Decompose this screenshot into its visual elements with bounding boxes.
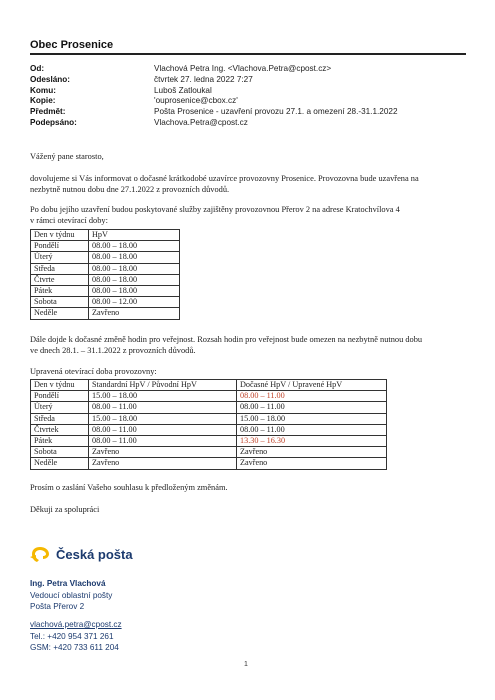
table-header: Den v týdnu: [31, 230, 89, 241]
header-value: 'ouprosenice@cbox.cz': [154, 96, 238, 106]
thanks-paragraph: [30, 505, 466, 516]
header-value: Vlachova.Petra@cpost.cz: [154, 117, 248, 127]
table-header: Dočasné HpV / Upravené HpV: [237, 380, 387, 391]
table-row: [31, 263, 180, 274]
table-cell: 08.00 – 18.00: [89, 263, 180, 274]
table-row: [31, 286, 180, 297]
email-link[interactable]: vlachová.petra@cpost.cz: [30, 620, 122, 629]
table-header-row: [31, 230, 180, 241]
table-cell: 08.00 – 11.00: [237, 402, 387, 413]
paragraph-line: ve dnech 28.1. – 31.1.2022 z provozních důvodů.: [30, 345, 196, 355]
table-cell: Úterý: [31, 402, 89, 413]
greeting: [30, 152, 466, 163]
table-cell: 08.00 – 18.00: [89, 241, 180, 252]
table-cell: 08.00 – 11.00: [89, 436, 237, 447]
table-cell: Pátek: [31, 286, 89, 297]
table-cell: Sobota: [31, 297, 89, 308]
request-paragraph: [30, 483, 466, 494]
table-cell: Zavřeno: [89, 308, 180, 319]
gsm-number: GSM: +420 733 611 204: [30, 643, 119, 653]
signature-block: [30, 578, 112, 613]
paragraph-hours-change: [30, 335, 466, 357]
table-cell: Neděle: [31, 308, 89, 319]
table-cell: Čtvrtek: [31, 424, 89, 435]
table-cell: 15.00 – 18.00: [237, 413, 387, 424]
table-row: [31, 252, 180, 263]
header-label: Předmět:: [30, 107, 66, 117]
header-cc: [30, 96, 398, 107]
table2-caption: [30, 367, 466, 378]
posthorn-icon: [30, 545, 52, 563]
table-cell: Pátek: [31, 436, 89, 447]
table-cell: 08.00 – 11.00: [237, 424, 387, 435]
email-header: [30, 64, 398, 129]
logo-text: Česká pošta: [56, 546, 133, 562]
table-cell: Zavřeno: [237, 458, 387, 469]
paragraph-line: nezbytně nutnou dobu dne 27.1.2022 z provozních důvodů.: [30, 184, 230, 194]
table-cell: 08.00 – 18.00: [89, 252, 180, 263]
paragraph-alternative: [30, 205, 466, 227]
greeting-text: Vážený pane starosto,: [30, 152, 104, 161]
table-row: [31, 424, 387, 435]
header-to: [30, 86, 398, 97]
table-cell-changed: 08.00 – 11.00: [237, 391, 387, 402]
table-row: [31, 241, 180, 252]
header-label: Podepsáno:: [30, 117, 77, 127]
table-row: [31, 447, 387, 458]
table-cell: Pondělí: [31, 391, 89, 402]
table-cell: 08.00 – 11.00: [89, 424, 237, 435]
table-cell: 15.00 – 18.00: [89, 391, 237, 402]
table-header: HpV: [89, 230, 180, 241]
table-cell: Pondělí: [31, 241, 89, 252]
table-cell: 08.00 – 18.00: [89, 286, 180, 297]
table-row: [31, 413, 387, 424]
header-sent: [30, 75, 398, 86]
thanks-text: Děkuji za spolupráci: [30, 505, 100, 514]
signatory-role: Vedoucí oblastní pošty: [30, 590, 113, 600]
header-label: Kopie:: [30, 96, 56, 106]
table-header: Den v týdnu: [31, 380, 89, 391]
header-value: Vlachová Petra Ing. <Vlachova.Petra@cpost.cz>: [154, 64, 332, 73]
header-signed: [30, 118, 398, 129]
signatory-office: Pošta Přerov 2: [30, 602, 85, 612]
table-cell: Zavřeno: [89, 458, 237, 469]
paragraph-line: Dále dojde k dočasné změně hodin pro veřejnost. Rozsah hodin pro veřejnost bude omezen na nezbytně nutnou dobu: [30, 335, 423, 344]
header-label: Komu:: [30, 85, 56, 95]
table-cell: 08.00 – 18.00: [89, 274, 180, 285]
signatory-name: Ing. Petra Vlachová: [30, 579, 106, 588]
contact-block: [30, 619, 122, 654]
opening-hours-table: [30, 229, 180, 320]
paragraph-line: Po dobu jejího uzavření budou poskytované služby zajištěny provozovnou Přerov 2 na adrese Kratochvílova 4: [30, 205, 400, 214]
table-cell: 08.00 – 12.00: [89, 297, 180, 308]
header-label: Od:: [30, 64, 45, 73]
table-row: [31, 274, 180, 285]
organization-title: Obec Prosenice: [30, 39, 466, 55]
table-row: [31, 458, 387, 469]
request-text: Prosím o zaslání Vašeho souhlasu k předloženým změnám.: [30, 483, 228, 492]
caption-text: Upravená otevírací doba provozovny:: [30, 367, 157, 376]
table-cell: 08.00 – 11.00: [89, 402, 237, 413]
table-cell: 15.00 – 18.00: [89, 413, 237, 424]
table-cell-changed: 13.30 – 16.30: [237, 436, 387, 447]
header-subject: [30, 107, 398, 118]
header-from: [30, 64, 398, 75]
table-row: [31, 391, 387, 402]
phone-number: Tel.: +420 954 371 261: [30, 631, 114, 641]
table-header: Standardní HpV / Původní HpV: [89, 380, 237, 391]
header-value: Pošta Prosenice - uzavření provozu 27.1. a omezení 28.-31.1.2022: [154, 107, 398, 117]
table-cell: Neděle: [31, 458, 89, 469]
page-number: 1: [244, 661, 248, 668]
table-row: [31, 402, 387, 413]
adjusted-hours-table: [30, 379, 387, 470]
table-cell: Čtvrte: [31, 274, 89, 285]
paragraph-line: dovolujeme si Vás informovat o dočasné krátkodobé uzavírce provozovny Prosenice. Provozovna bude uzavřena na: [30, 174, 419, 183]
header-value: Luboš Zatloukal: [154, 85, 212, 95]
ceska-posta-logo: [30, 545, 133, 563]
header-value: čtvrtek 27. ledna 2022 7:27: [154, 74, 253, 84]
table-cell: Středa: [31, 413, 89, 424]
header-label: Odesláno:: [30, 74, 71, 84]
paragraph-closure: [30, 174, 466, 196]
table-header-row: [31, 380, 387, 391]
table-cell: Zavřeno: [237, 447, 387, 458]
table-row: [31, 297, 180, 308]
table-cell: Zavřeno: [89, 447, 237, 458]
table-cell: Sobota: [31, 447, 89, 458]
paragraph-line: v rámci otevírací doby:: [30, 215, 108, 225]
table-cell: Úterý: [31, 252, 89, 263]
table-row: [31, 436, 387, 447]
table-row: [31, 308, 180, 319]
table-cell: Středa: [31, 263, 89, 274]
